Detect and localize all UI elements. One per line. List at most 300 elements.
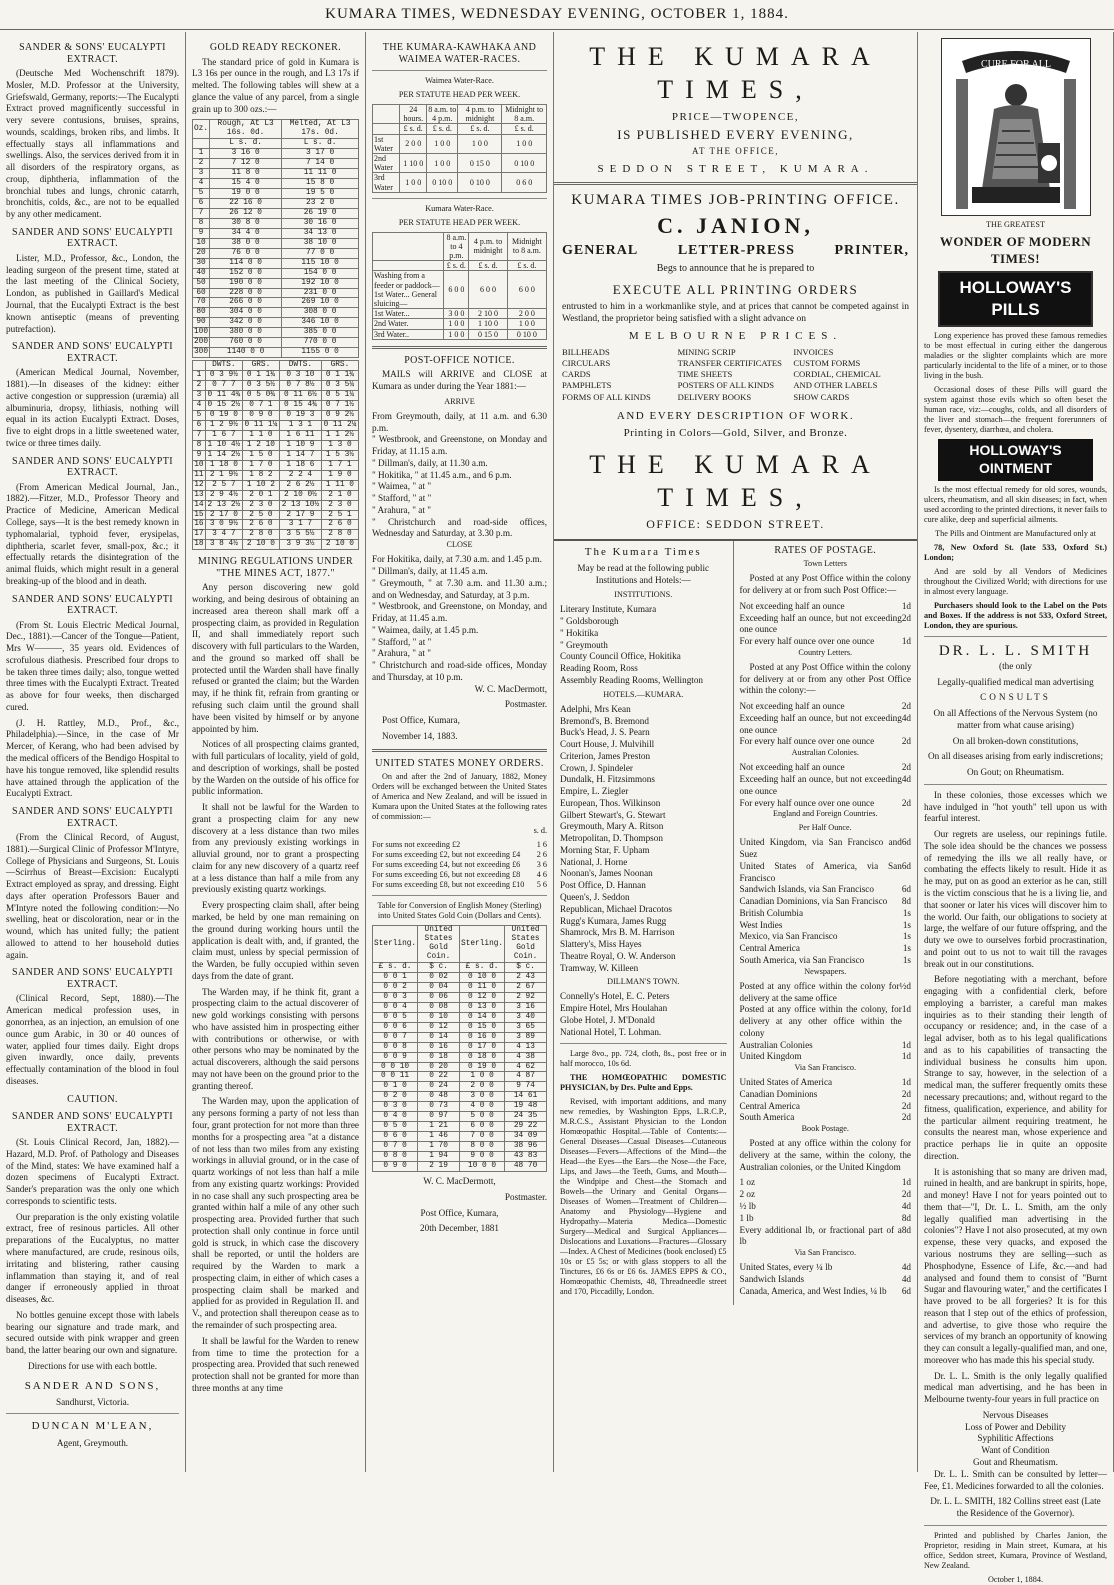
rate-label: Central America [739,943,800,954]
oz-row [193,298,359,308]
rate-value: 1d [901,600,911,611]
rate-value: 2d [901,736,911,747]
oz-row-cell: 50 [193,278,210,288]
dwt-row [193,401,359,411]
execute-line: EXECUTE ALL PRINTING ORDERS [612,281,859,297]
diseases-list [924,1410,1107,1469]
conversion-row [373,1042,547,1052]
oz-row-cell: 192 10 0 [282,278,359,288]
waimea-row-cell: 3rd Water [373,173,400,192]
hotel-item: Noonan's, James Noonan [560,868,653,879]
col-header: 4 p.m. to midnight [469,232,507,261]
printing-item: PAMPHLETS [562,380,612,391]
printing-item: BILLHEADS [562,346,610,357]
printing-item: CIRCULARS [562,358,611,369]
kumara-race-row-cell: 2 0 0 [507,309,546,319]
arrive-item: " Waimea, " at " [372,481,432,492]
dwt-row-cell: 1 7 1 [321,460,358,470]
rate-value: 1d [901,1039,911,1050]
rate-value: 2d [901,1112,911,1123]
conversion-row-cell: 5 0 0 [460,1112,505,1122]
rate-value: 4d [901,1200,911,1211]
homoeo-text: Revised, with important additions, and many new remedies, by Washington Epps, L.R.C.P., M.R.C.S., Assistant Physician to the London Homœopathic Hospital.—Table of Contents:—General Diseases—Casual Diseases—Cutaneous Diseases—Fevers—Affections of the Mind—the Head—the Eyes—the Ears—the Nose—the Face, Lips, and Jaws—the Teeth, Gums, and Mouth—the Windpipe and Chest—the Stomach and Bowels—the Urinary and Genital Organs—Diseases of Women—Treatment of Children—Anatomy and Physiology—Hygiene and Hydropathy—Materia Medica—Domestic Surgery—Medical and Surgical Appliances—Dislocations and Luxations—Fractures—Glossary—Index. A Chest of Medicines (book enclosed) £5 10s or £5 5s; or with glass stoppers to all the Tinctures, £6 6s or £6 6s. JAMES EPPS & CO., Homœopathic Chemists, 48, Threadneedle street and 170, Piccadilly, London. [560,1097,727,1297]
rate-value: 6d [901,1285,911,1296]
rate-row [740,1189,912,1201]
ointment-text: Is the most effectual remedy for old sores, wounds, ulcers, rheumatism, and all skin diseases; in fact, when used according to the printed directions, it never fails to cure alike, deep and superficial ailments. [924,484,1107,524]
dwt-row [193,440,359,450]
oz-row-cell: 30 16 0 [282,218,359,228]
close-item: " Stafford, " at " [372,636,432,647]
waimea-row-cell: 1 0 0 [427,134,458,153]
rate-label: Exceeding half an ounce, but not exceeding one ounce [739,612,902,635]
rate-row [740,1262,912,1274]
rate-sub: Per Half Ounce. [798,823,852,833]
oz-table-body [193,149,359,358]
rate-label: Not exceeding half an ounce [739,701,845,712]
conversion-row-cell: 4 13 [505,1042,547,1052]
disease-item: Syphilitic Affections [977,1433,1054,1444]
oz-row-cell: 385 0 0 [282,328,359,338]
conversion-row-cell: 0 73 [418,1102,460,1112]
lsd-header: £ s. d. [507,261,546,271]
dwt-row-cell: 1 8 2 [242,470,279,480]
hotel-item: Tramway, W. Killeen [560,962,639,973]
doctor-text: Dr. L. L. Smith can be consulted by letter—Fee, £1. Medicines forwarded to all the colonies. [924,1468,1107,1491]
arrive-item: From Greymouth, daily, at 11 a.m. and 6.30 p.m. [372,410,547,433]
close-item: " Dillman's, daily, at 11.45 a.m. [372,565,488,576]
arrive-item: " Dillman's, daily, at 11.30 a.m. [372,457,488,468]
hotel-item: Criterion, James Preston [560,750,651,761]
oz-row-cell: 7 [193,208,210,218]
dwt-row-cell: 0 3 5¼ [321,381,358,391]
disease-item: Loss of Power and Debility [964,1421,1067,1432]
conversion-row-cell: 0 10 0 [460,972,505,982]
dwt-row-cell: 0 5 0¾ [242,391,279,401]
lsd-header: L s. d. [210,139,282,149]
ad-text: (St. Louis Clinical Record, Jan, 1882).—Hazard, M.D. Prof. of Pathology and Diseases of the Mind, states: We have examined half a dozen specimens of Eucalypti Extract. Sander's preparation was the only one which corresponds to scientific tests. [6,1137,179,1206]
dwt-row-cell: 3 4 7 [205,530,242,540]
conversion-row [373,1072,547,1082]
dwt-row-cell: 1 3 1 [279,420,321,430]
dwt-row [193,450,359,460]
rate-label: For sums exceeding £2, but not exceeding £4 [372,850,521,860]
rate-label: Sandwich Islands, via San Francisco [739,884,874,895]
conversion-row-cell: 0 0 9 [373,1052,418,1062]
oz-row-cell: 152 0 0 [210,268,282,278]
oz-row-cell: 3 17 0 [282,149,359,159]
waimea-row-cell: 1 0 0 [427,153,458,172]
dwt-row-cell: 0 11 1¼ [242,420,279,430]
conversion-row-cell: 0 5 0 [373,1122,418,1132]
rate-label: Not exceeding half an ounce [739,762,845,773]
conversion-row-cell: 0 11 0 [460,982,505,992]
rate-label: South America, via San Francisco [739,954,865,965]
conversion-row-cell: 0 48 [418,1092,460,1102]
oz-row-cell: 7 14 0 [282,159,359,169]
rate-section: Town Letters [803,559,847,569]
oz-row-cell: 190 0 0 [210,278,282,288]
disease-item: Want of Condition [981,1445,1050,1456]
commission-row [372,840,547,850]
conversion-row-cell: 9 74 [505,1082,547,1092]
rate-label: For sums exceeding £4, but not exceeding £6 [372,860,521,870]
oz-row [193,278,359,288]
dwt-row-cell: 1 11 0 [321,480,358,490]
rate-label: United Kingdom [739,1051,802,1062]
rate-note: Posted at any Post Office within the colony for delivery at or from any other Post Office within the colony:— [739,661,911,696]
conversion-row [373,1062,547,1072]
rate-label: For every half ounce over one ounce [739,736,875,747]
conversion-row-cell: 3 0 0 [460,1092,505,1102]
kumara-race-table [372,232,547,340]
conversion-place: Post Office, Kumara, [420,1207,499,1218]
rate-note: Posted at any office within the colony for delivery at the same, within the colony, the Australian colonies, or the United Kingdom [739,1138,911,1172]
dillman-list [560,991,727,1038]
ad-text: Directions for use with each bottle. [27,1360,158,1371]
oz-row-cell: 760 0 0 [210,338,282,348]
col-header: Midnight to 8 a.m. [507,232,546,261]
doctor-text: It is astonishing that so many are driven mad, ruined in health, and are bankrupt in spirits, hope, and money! Have I not for years pointed out to them that—"I, Dr. L. L. Smith, am the only legally qualified man advertising in the colonies"? Have I not also prosecuted, at my own expense, these very quacks, and exposed the various nostrums they are selling—such as Phosphodyne, Essence of Life, &c.—and had analysed and found them to consist of "Burnt Sugar and flavouring water," and the certificates I have proved to be all forgeries? It is for this reason that I step out of the ethics of profession, and advertise, to give those who require the services of my branch an opportunity of knowing they can consult a legally-qualified man, and one, moreover who has made this his special study. [924,1166,1107,1365]
kumara-race-row-cell: Washing from a feeder or paddock—1st Water... General sluicing— [373,271,444,309]
homoeo-title: THE HOMŒOPATHIC DOMESTIC PHYSICIAN, by Drs. Pulte and Epps. [560,1073,727,1093]
close-list [372,554,547,683]
conversion-row-cell: 0 13 0 [460,1002,505,1012]
waimea-row-cell: 1st Water [373,134,400,153]
dwt-row [193,510,359,520]
rate-row [740,943,912,955]
hotel-item: Empire, L. Ziegler [560,786,629,797]
printing-item: AND OTHER LABELS [793,380,878,391]
oz-row-cell: 154 0 0 [282,268,359,278]
rate-label: Not exceeding half an ounce [739,600,845,611]
oz-row [193,318,359,328]
dwt-row-cell: 3 9 3½ [279,540,321,550]
dwt-row-cell: 2 17 0 [205,510,242,520]
commission-row [372,870,547,880]
oz-row-cell: 40 [193,268,210,278]
dwt-row-cell: 16 [194,520,204,529]
conversion-row-cell: 0 97 [418,1112,460,1122]
rate-row [740,908,912,920]
rate-section: Book Postage. [801,1124,849,1134]
oz-row-cell: 200 [194,338,209,347]
institution-item: Literary Institute, Kumara [560,604,657,615]
rate-row [740,701,912,713]
dwt-row-cell: 1 10 9 [279,440,321,450]
kumara-race-row [373,329,547,339]
conversion-row-cell: 2 19 [418,1162,460,1172]
rough-header: Rough, At L3 16s. 0d. [210,120,282,139]
conversion-row-cell: 0 0 6 [373,1022,418,1032]
hygeia-figure-icon [942,39,1090,215]
institutions-list [560,604,727,686]
lsd-header: £ s. d. [502,124,547,134]
dwt-table [192,360,359,550]
ad-text: (From St. Louis Electric Medical Journal, Dec., 1881).—Cancer of the Tongue—Patient, Mrs W———, 35 years old. Evidences of scrofulous diathesis. Prescribed four drops to be taken three times daily; also, tongue wetted three times with the Eucalypti Extract. Treated as above for four weeks, then discharged cured. [6,619,179,712]
rate-value: 8d [901,896,911,907]
printing-list [554,347,917,403]
ad-text: Lister, M.D., Professor, &c., London, the leading surgeon of the present time, stated at the last meeting of the Clinical Society, London, as published in Gaillard's Medical Journal, that the Eucalypti Extract is the best known antiseptic (means of preventing putrefaction). [6,252,179,334]
dwt-row-cell: 2 9 4½ [205,490,242,500]
rate-section: Australian Colonies. [791,748,859,758]
oz-row-cell: 5 [193,189,210,199]
kumara-race-row-cell: 6 0 0 [444,271,469,309]
institution-item: " Greymouth [560,639,608,650]
oz-row-cell: 11 11 0 [282,169,359,179]
hotel-item: Crown, J. Spindeler [560,762,633,773]
rate-row [740,774,912,798]
dwt-row-cell: 1 10 4½ [205,440,242,450]
conversion-row-cell: 1 46 [418,1132,460,1142]
rate-value: 4d [901,712,911,723]
dwt-row [193,540,359,550]
oz-row [193,258,359,268]
dillman-item: Empire Hotel, Mrs Houlahan [560,1003,668,1014]
dwt-row-cell: 1 3 0 [321,440,358,450]
kumara-race-row [373,319,547,329]
rate-value: 1d [901,1004,911,1015]
conversion-row-cell: 0 9 0 [373,1162,418,1172]
kumara-race-row-cell: 6 0 0 [469,271,507,309]
consult-topic: On all diseases arising from early indiscretions; [927,751,1104,762]
oz-row-cell: 26 12 0 [210,208,282,218]
dwt-row-cell: 0 11 2¼ [321,420,358,430]
kt-small-title: The Kumara Times [584,545,702,558]
oz-row-cell: 100 [194,328,209,337]
col-header: 4 p.m. to midnight [458,105,502,124]
kumara-race-table-body [373,271,547,339]
conversion-row-cell: 0 10 [418,1012,460,1022]
dwt-row-cell: 2 5 0 [242,510,279,520]
conversion-row [373,1022,547,1032]
money-orders-title: UNITED STATES MONEY ORDERS. [375,757,544,769]
rate-row [740,1101,912,1113]
oz-row-cell: 3 16 0 [210,149,282,159]
conversion-row-cell: 43 83 [505,1152,547,1162]
rate-row [740,613,912,637]
pills-text: Occasional doses of these Pills will guard the system against those evils which so often beset the human race, viz:—coughs, colds, and all disorders of the liver and stomach—the frequent forerunners of fever, dysentery, diarrhœa, and cholera. [924,384,1107,434]
rate-value: 4 6 [536,870,547,880]
dwt-row-cell: 9 [193,450,206,460]
rate-value: 2d [901,1100,911,1111]
dwt-row-cell: 0 19 3 [279,410,321,420]
rate-row [740,713,912,737]
arrive-heading: ARRIVE [444,396,475,406]
town-rates [740,601,912,648]
rate-value: 1d [901,636,911,647]
dwt-row [193,391,359,401]
institution-item: " Goldsborough [560,616,619,627]
dwt-row-cell: 2 1 0 [321,490,358,500]
sd-header: s. d. [533,826,547,836]
rate-row [740,601,912,613]
lsd-header: L s. d. [282,139,359,149]
rate-value: 6d [901,860,911,871]
conversion-row-cell: 0 3 0 [373,1102,418,1112]
oz-row [193,189,359,199]
rate-value: 2d [901,762,911,773]
dwt-row-cell: 8 [193,440,206,450]
rate-label: Posted at any office within the colony, for delivery at any other office within the colony [739,1004,902,1038]
rate-value: 1s [902,954,911,965]
dwt-row-cell: 12 [194,480,204,489]
dwt-row-cell: 3 0 9½ [205,520,242,530]
consult-topic: On Gout; on Rheumatism. [967,767,1064,778]
waimea-row-cell: 1 0 0 [458,134,502,153]
close-item: " Waimea, daily, at 1.45 p.m. [372,624,479,635]
rate-row [740,931,912,943]
hotel-item: Metropolitan, D. Thompson [560,833,663,844]
rate-value: 8d [901,1224,911,1235]
conversion-row-cell: 9 0 0 [460,1152,505,1162]
rate-row [740,1274,912,1286]
kumara-race-row-cell: 1 0 0 [444,329,469,339]
hotel-item: National, J. Horne [560,856,628,867]
greatest-line: THE GREATEST [986,220,1045,229]
printer-name: C. JANION, [657,213,814,239]
dwt-row [193,530,359,540]
rate-value: 4d [901,774,911,785]
lsd-header: £ s. d. [427,124,458,134]
oz-row [193,308,359,318]
hotel-item: Republican, Michael Dracotos [560,903,672,914]
lsd-header: £ s. d. [458,124,502,134]
close-item: " Arahura, " at " [372,648,431,659]
holloway-ointment-banner: HOLLOWAY'S OINTMENT [938,439,1093,481]
street-line: SEDDON STREET, KUMARA. [597,162,874,175]
rate-row [740,1089,912,1101]
arrive-item: " Stafford, " at " [372,493,432,504]
conversion-row-cell: 0 12 0 [460,992,505,1002]
price-line: PRICE—TWOPENCE, [671,110,800,123]
dwt-row-cell: 1 7 0 [242,460,279,470]
rate-label: Every additional lb, or fractional part of a lb [739,1224,902,1247]
oz-row [193,268,359,278]
dwt-row-cell: 4 [193,401,206,411]
lower-split [554,539,917,1306]
dwt-row-cell: 13 [194,490,204,499]
conversion-row [373,1152,547,1162]
ad-title: SANDER AND SONS' EUCALYPTI EXTRACT. [12,341,173,364]
signature-place: Sandhurst, Victoria. [55,1396,130,1407]
conversion-row-cell: 3 65 [505,1022,547,1032]
conversion-table-body [373,972,547,1171]
conversion-row-cell: 3 40 [505,1012,547,1022]
rate-row [740,1112,912,1124]
rate-label: United States of America [739,1077,833,1088]
dwt-row-cell: 1 5 0 [242,450,279,460]
rate-label: For every half ounce over one ounce [739,797,875,808]
rate-label: Canadian Dominions, via San Francisco [739,896,888,907]
printing-item: TRANSFER CERTIFICATES [677,358,782,369]
conversion-row-cell: 0 0 2 [373,982,418,992]
close-heading: CLOSE [446,540,473,550]
oz-row-cell: 7 12 0 [210,159,282,169]
printing-item: FORMS OF ALL KINDS [562,391,651,402]
hotel-item: Greymouth, Mary A. Ritson [560,821,664,832]
rate-value: 3 6 [536,860,547,870]
dwt-row-cell: 0 7 7 [205,381,242,391]
conversion-table [372,925,547,1172]
oz-row-cell: 8 [193,218,210,228]
oz-row-cell: 346 10 0 [282,318,359,328]
imprint-date: October 1, 1884. [987,1574,1044,1584]
reading-rooms [554,541,734,1306]
regulation-text: It shall not be lawful for the Warden to grant a prospecting claim for any new discovery at a less distance than two miles from any previously existing workings in alluvial ground, nor to grant a prospecting claim for any new discovery of a quartz reef at a less distance than half a mile from any previously existing quartz workings. [192,802,359,895]
oz-row-cell: 266 0 0 [210,298,282,308]
dwts-header: DWTS. [279,361,321,371]
dwt-row-cell: 0 11 6½ [279,391,321,401]
australian-rates [740,762,912,809]
col-header: United States Gold Coin. [418,926,460,963]
masthead: KUMARA TIMES, WEDNESDAY EVENING, OCTOBER 1, 1884. [0,0,1114,30]
rate-value: 1d [901,1177,911,1188]
oz-row-cell: 30 8 0 [210,218,282,228]
dwt-row-cell: 1 5 3½ [321,450,358,460]
conversion-row-cell: 1 21 [418,1122,460,1132]
hotel-item: Buck's Head, J. S. Pearn [560,727,650,738]
oz-row [193,328,359,338]
commission-list [372,840,547,890]
oz-row-cell: 26 19 0 [282,208,359,218]
regulation-text: Every prospecting claim shall, after being marked, be held by one man remaining on the ground during working hours until the application is dealt with, and, if granted, the claim must, unless by special permission of the Warden, be fully occupied within seven days from the date of grant. [192,900,359,981]
dwt-row-cell: 0 11 4¾ [205,391,242,401]
dwts-header: DWTS. [205,361,242,371]
rate-section: Newspapers. [804,966,847,976]
lsd-header: £ s. d. [469,261,507,271]
hotel-item: Gilbert Stewart's, G. Stewart [560,809,666,820]
printing-item: TIME SHEETS [677,369,733,380]
conversion-row [373,1032,547,1042]
waimea-row-cell: 1 10 0 [400,153,427,172]
conversion-row [373,1132,547,1142]
legally-line: Legally-qualified medical man advertising [937,676,1094,687]
kumara-race-sub: PER STATUTE HEAD PER WEEK. [398,217,521,227]
ad-title: SANDER AND SONS' EUCALYPTI EXTRACT. [12,1111,173,1134]
rate-value: 1d [901,1077,911,1088]
post-office-place: Post Office, Kumara, [382,715,460,726]
hotel-item: Adelphi, Mrs Kean [560,703,631,714]
postmaster-title: Postmaster. [504,699,547,710]
hotels-heading: HOTELS.—KUMARA. [603,689,684,699]
dwt-row-cell: 2 3 0 [242,500,279,510]
conversion-row-cell: 1 0 0 [460,1072,505,1082]
dwt-row-cell: 1 14 7 [279,450,321,460]
oz-row-cell: 269 10 0 [282,298,359,308]
rate-row [740,920,912,932]
dwt-row-cell: 3 [193,391,206,401]
dwt-row-cell: 1 18 6 [279,460,321,470]
oz-row-cell: 60 [193,288,210,298]
regulation-text: Any person discovering new gold working, and being desirous of obtaining an increased area thereon shall mark off a prospecting claim, as provided in Regulation II, and shall immediately report such discovery with full particulars to the Warden, and the ground so marked off shall be protected until the Warden shall have finally refused or granted the claim; but the Warden may, if he think fit, refrain from granting or refusing such claim until the ground shall have been visited by himself or by anyone appointed by him. [192,582,359,734]
printing-item: CUSTOM FORMS [793,358,861,369]
kumara-race-row-cell: 3 0 0 [444,309,469,319]
dwt-row-cell: 1 2 9½ [205,420,242,430]
conversion-row-cell: 2 67 [505,982,547,992]
rate-label: Canada, America, and West Indies, ¼ lb [739,1285,887,1296]
rate-value: 1 6 [536,840,547,850]
ad-text: (From American Medical Journal, Jan., 1882).—Fitzer, M.D., Professor Theory and Practice of Medicine, American Medical College, says—It is the best remedy known in typhomalarial, typhoid fever, erysipelas, diphtheria, scarlet fever, small-pox, &c.; it effectually retards the disintegration of the animal fluids, which might result in a general breaking-up of the blood and in death. [6,481,179,586]
rate-label: 1 lb [739,1212,754,1223]
oz-row [193,238,359,248]
dwt-row-cell: 0 5 1¼ [321,391,358,401]
doctor-text: Dr. L. L. Smith is the only legally qualified medical man advertising, and he has been in Melbourne twenty-four years in full practice on [924,1370,1107,1405]
oz-row-cell: 30 [193,258,210,268]
oz-row-cell: 38 0 0 [210,238,282,248]
oz-row-cell: 1155 0 0 [282,348,359,358]
rate-label: Posted at any office within the colony for delivery at the same office [739,980,900,1003]
oz-row-cell: 3 [193,169,210,179]
